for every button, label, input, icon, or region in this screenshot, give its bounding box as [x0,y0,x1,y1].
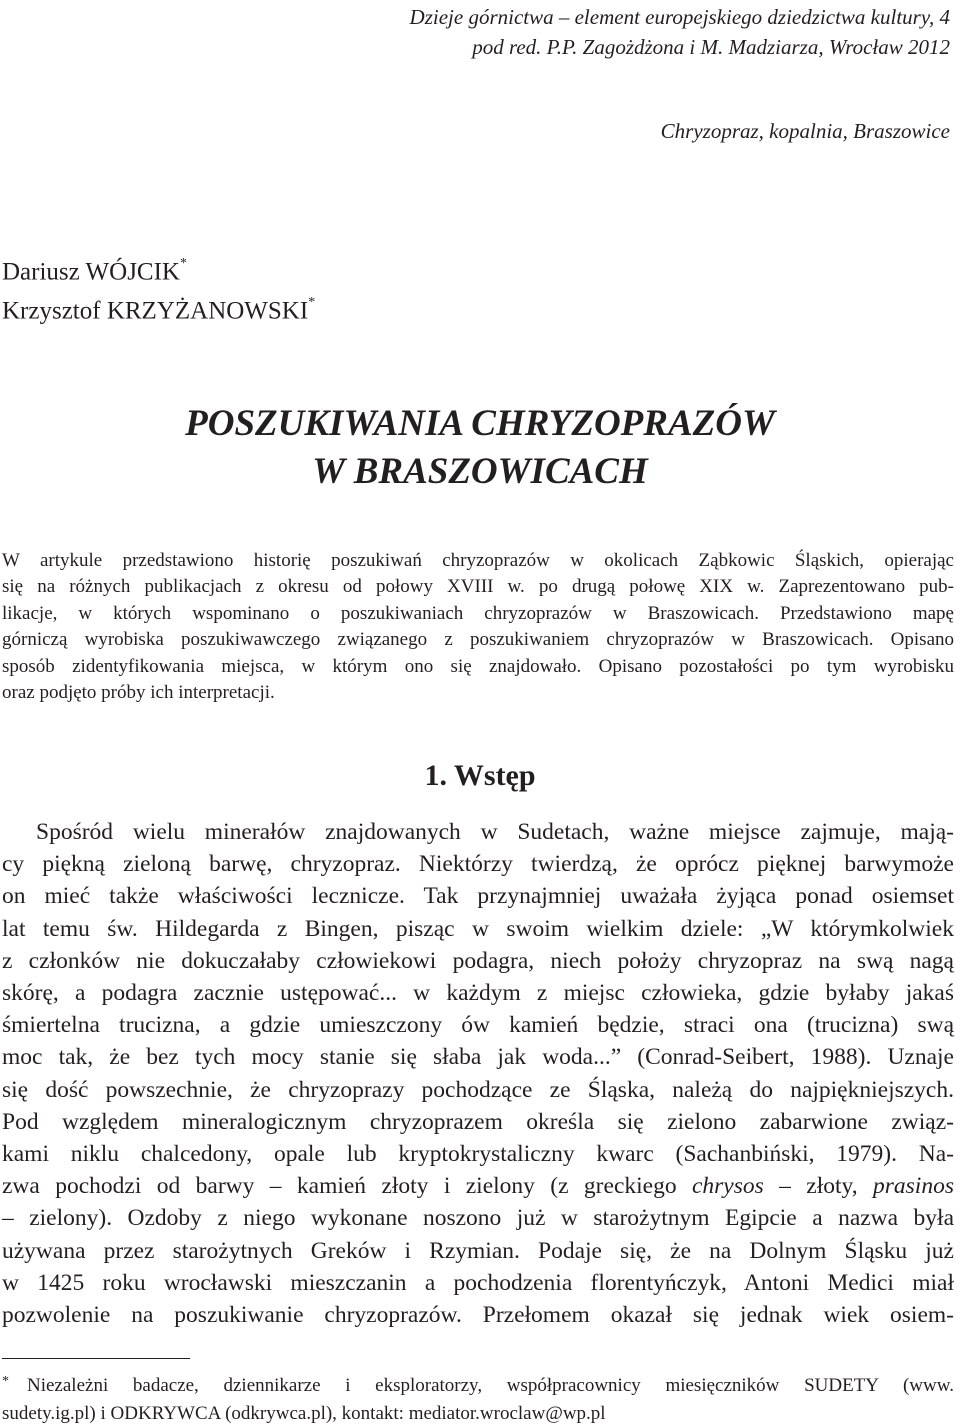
author-list [2,250,315,329]
body-line: używana przez starożytnych Greków i Rzymian. Podaje się, że na Dolnym Śląsku już [2,1237,954,1264]
section-heading: 1. Wstęp [424,759,536,792]
body-line: się dość powszechnie, że chryzoprazy pochodzące ze Śląska, należą do najpiękniejszych. [2,1076,954,1103]
footnote-line: sudety.ig.pl) i ODKRYWCA (odkrywca.pl), kontakt: mediator.wroclaw@wp.pl [2,1403,606,1424]
abstract-line: W artykule przedstawiono historię poszukiwań chryzoprazów w okolicach Ząbkowic Śląskich, opierając [2,550,954,571]
abstract-line: się na różnych publikacjach z okresu od połowy XVIII w. po drugą połowę XIX w. Zaprezentowano pub- [2,576,954,598]
footnote-mark: * [2,1374,9,1389]
source-line-2: pod red. P.P. Zagożdżona i M. Madziarza, Wrocław 2012 [472,35,950,59]
body-line: Spośród wielu minerałów znajdowanych w Sudetach, ważne miejsce zajmuje, mają- [36,819,954,845]
footnote-text: Niezależni badacze, dziennikarze i eksploratorzy, współpracownicy miesięczników SUDETY (www. [27,1375,954,1396]
abstract-line: oraz podjęto próby ich interpretacji. [2,682,275,704]
body-line: moc tak, że bez tych mocy stanie się słaba jak woda...” (Conrad-Seibert, 1988). Uznaje [2,1044,954,1071]
author-name: Dariusz WÓJCIK [2,258,180,286]
abstract-line: górniczą wyrobiska poszukiwawczego związanego z poszukiwaniem chryzoprazów w Braszowicach. Opisano [2,629,954,651]
source-line-1: Dzieje górnictwa – element europejskiego dziedzictwa kultury, 4 [409,5,950,29]
body-line: z członków nie dokuczałaby człowiekowi podagra, niech położy chryzopraz na swą nagą [2,947,954,974]
body-line: – zielony). Ozdoby z niego wykonane noszono już w starożytnym Egipcie a nazwa była [2,1205,954,1232]
source-citation [250,2,950,62]
body-line: śmiertelna trucizna, a gdzie umieszczony ów kamień będzie, straci ona (trucizna) swą [2,1012,954,1039]
author [2,289,315,328]
title-line-2: W BRASZOWICACH [312,451,648,492]
body-line: w 1425 roku wrocławski mieszczanin a pochodzenia florentyńczyk, Antoni Medici miał [2,1269,954,1296]
body-text-run: – złoty, [763,1173,874,1200]
greek-term: chrysos [691,1173,764,1200]
keywords: Chryzopraz, kopalnia, Braszowice [660,119,950,143]
body-line: lat temu św. Hildegarda z Bingen, pisząc w swoim wielkim dziele: „W którymkolwiek [2,915,954,942]
footnote-divider [2,1358,190,1359]
body-line: cy piękną zieloną barwę, chryzopraz. Niektórzy twierdzą, że oprócz pięknej barwymoże [2,851,954,878]
body-line [2,1170,954,1202]
body-line: pozwolenie na poszukiwanie chryzoprazów. Przełomem okazał się jednak wiek osiem- [2,1302,954,1329]
footnote-line [2,1373,954,1401]
title-line-1: POSZUKIWANIA CHRYZOPRAZÓW [185,403,775,444]
abstract [2,548,954,706]
abstract-line: likacje, w których wspominano o poszukiwaniach chryzoprazów w Braszowicach. Przedstawiono mapę [2,602,954,624]
body-line: skórę, a podagra zacznie ustępować... w każdym z miejsc człowieka, gdzie byłaby jakaś [2,980,954,1007]
footnote [2,1373,954,1427]
abstract-line: sposób zidentyfikowania miejsca, w którym ono się znajdowało. Opisano pozostałości po tym wyrobisku [2,655,954,677]
greek-term: prasinos [873,1173,954,1200]
body-line: on mieć także właściwości lecznicze. Tak przynajmniej uważała żyjąca ponad osiemset [2,883,954,910]
footnote-mark: * [308,295,316,311]
author-name: Krzysztof KRZYŻANOWSKI [2,297,309,325]
article-title [0,400,960,496]
footnote-mark: * [179,256,187,271]
body-line: Pod względem mineralogicznym chryzoprazem określa się zielono zabarwione związ- [2,1108,954,1135]
body-text [2,816,954,1331]
body-text-run: zwa pochodzi od barwy – kamień złoty i zielony (z greckiego [2,1173,692,1200]
author [2,250,315,289]
body-line: kami niklu chalcedony, opale lub kryptokrystaliczny kwarc (Sachanbiński, 1979). Na- [2,1141,954,1168]
